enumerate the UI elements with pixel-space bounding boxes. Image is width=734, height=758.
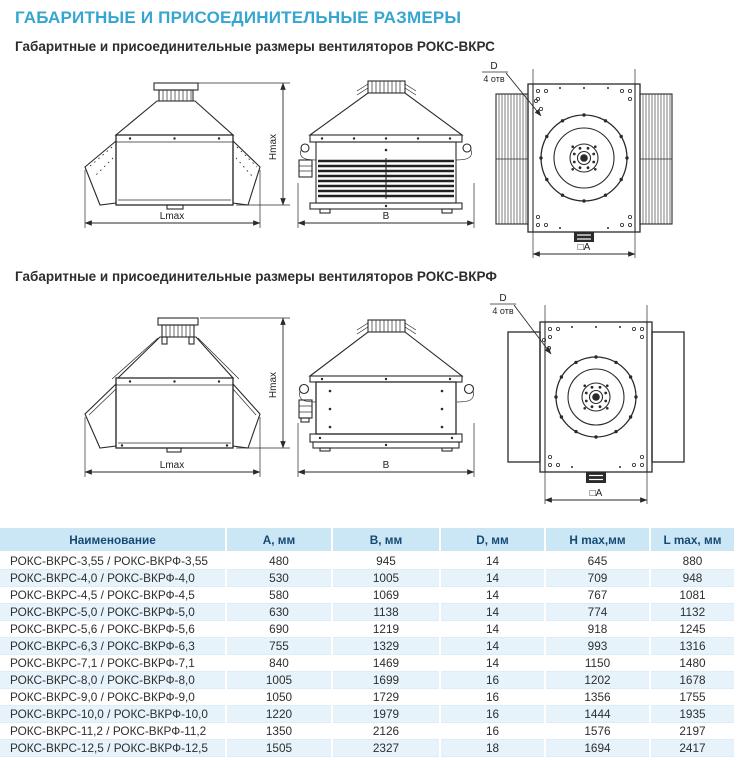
dimension-value-cell: 14 xyxy=(440,552,545,570)
vkrs-side-view-drawing xyxy=(85,83,290,228)
model-name-cell: РОКС-ВКРС-11,2 / РОКС-ВКРФ-11,2 xyxy=(10,724,207,739)
section-title-vkrf: Габаритные и присоединительные размеры вентиляторов РОКС-ВКРФ xyxy=(15,269,497,285)
dimension-value-cell: 918 xyxy=(545,621,650,638)
table-row xyxy=(0,689,734,706)
dimension-value-cell: 1505 xyxy=(226,740,332,757)
table-row xyxy=(0,655,734,672)
dimension-value-cell: 1069 xyxy=(332,587,440,604)
dimension-value-cell: 1202 xyxy=(545,672,650,689)
model-name-cell: РОКС-ВКРС-7,1 / РОКС-ВКРФ-7,1 xyxy=(10,656,195,671)
dimension-value-cell: 1979 xyxy=(332,706,440,723)
dimension-value-cell: 14 xyxy=(440,604,545,621)
dimension-value-cell: 1219 xyxy=(332,621,440,638)
page-title: ГАБАРИТНЫЕ И ПРИСОЕДИНИТЕЛЬНЫЕ РАЗМЕРЫ xyxy=(15,8,462,27)
dim-label-lmax: Lmax xyxy=(159,460,185,472)
model-name-cell: РОКС-ВКРС-5,0 / РОКС-ВКРФ-5,0 xyxy=(0,604,226,621)
dimension-value-cell: 1935 xyxy=(650,706,734,723)
dimension-value-cell: 1755 xyxy=(650,689,734,706)
dimension-value-cell: 1005 xyxy=(332,570,440,587)
dim-label-hmax: Hmax xyxy=(268,372,279,399)
dimension-value-cell: 14 xyxy=(440,638,545,655)
dim-label-d: D xyxy=(490,61,498,73)
dimension-value-cell: 774 xyxy=(545,604,650,621)
dimension-value-cell: 18 xyxy=(440,740,545,757)
table-row xyxy=(0,604,734,621)
dimension-value-cell: 1138 xyxy=(332,604,440,621)
dimension-value-cell: 1694 xyxy=(545,740,650,757)
table-row xyxy=(0,621,734,638)
dimension-value-cell: 1050 xyxy=(226,689,332,706)
col-header-lmax: L max, мм xyxy=(650,528,734,552)
dimension-value-cell: 16 xyxy=(440,672,545,689)
vkrs-top-view-drawing xyxy=(482,61,672,258)
dimension-value-cell: 840 xyxy=(226,655,332,672)
dim-label-hmax: Hmax xyxy=(268,134,279,161)
dimension-value-cell: 530 xyxy=(226,570,332,587)
dimension-value-cell: 993 xyxy=(545,638,650,655)
dimension-value-cell: 2327 xyxy=(332,740,440,757)
dimension-value-cell: 709 xyxy=(545,570,650,587)
dimension-value-cell: 16 xyxy=(440,706,545,723)
table-row xyxy=(0,740,734,757)
dimension-value-cell: 1480 xyxy=(650,655,734,672)
dim-label-b: B xyxy=(382,460,390,472)
col-header-name: Наименование xyxy=(0,528,226,552)
model-name-cell: РОКС-ВКРС-6,3 / РОКС-ВКРФ-6,3 xyxy=(0,638,226,655)
dimension-value-cell: 580 xyxy=(226,587,332,604)
dimension-value-cell: 2417 xyxy=(650,740,734,757)
table-row xyxy=(0,723,734,740)
dimension-value-cell: 1081 xyxy=(650,587,734,604)
model-name-cell: РОКС-ВКРС-4,0 / РОКС-ВКРФ-4,0 xyxy=(0,570,226,587)
table-header-row xyxy=(0,528,734,552)
vkrf-side-view-drawing xyxy=(85,318,290,477)
dimension-value-cell: 14 xyxy=(440,587,545,604)
holes-count-label: 4 отв xyxy=(492,306,514,317)
model-name-cell: РОКС-ВКРС-3,55 / РОКС-ВКРФ-3,55 xyxy=(10,554,208,569)
col-header-b: В, мм xyxy=(332,528,440,552)
section-title-vkrs: Габаритные и присоединительные размеры вентиляторов РОКС-ВКРС xyxy=(15,39,495,55)
dimension-value-cell: 1469 xyxy=(332,655,440,672)
dimension-value-cell: 1350 xyxy=(226,723,332,740)
dimension-value-cell: 948 xyxy=(650,570,734,587)
dim-label-b: B xyxy=(382,211,390,223)
dim-label-square-a: □A xyxy=(577,242,591,254)
dimension-value-cell: 2197 xyxy=(650,723,734,740)
model-name-cell: РОКС-ВКРС-5,6 / РОКС-ВКРФ-5,6 xyxy=(10,622,195,637)
dimension-value-cell: 16 xyxy=(440,689,545,706)
dim-label-lmax: Lmax xyxy=(159,211,185,223)
dimensions-table xyxy=(0,528,734,757)
dimension-value-cell: 14 xyxy=(440,621,545,638)
model-name-cell: РОКС-ВКРС-10,0 / РОКС-ВКРФ-10,0 xyxy=(0,706,226,723)
dim-label-square-a: □A xyxy=(589,488,603,500)
dimension-value-cell: 767 xyxy=(545,587,650,604)
vkrs-front-view-drawing xyxy=(298,81,474,228)
dimension-value-cell: 480 xyxy=(226,552,332,570)
dimension-value-cell: 630 xyxy=(226,604,332,621)
col-header-hmax: Н max,мм xyxy=(545,528,650,552)
model-name-cell: РОКС-ВКРС-9,0 / РОКС-ВКРФ-9,0 xyxy=(10,690,195,705)
vkrs-drawings xyxy=(0,57,734,262)
dimension-value-cell: 1316 xyxy=(650,638,734,655)
dimension-value-cell: 690 xyxy=(226,621,332,638)
dimension-value-cell: 1220 xyxy=(226,706,332,723)
model-name-cell: РОКС-ВКРС-4,5 / РОКС-ВКРФ-4,5 xyxy=(10,588,195,603)
dimension-value-cell: 1699 xyxy=(332,672,440,689)
dimension-value-cell: 1005 xyxy=(226,672,332,689)
dimension-value-cell: 645 xyxy=(545,552,650,570)
holes-count-label: 4 отв xyxy=(483,74,505,85)
dimension-value-cell: 1329 xyxy=(332,638,440,655)
table-row xyxy=(0,552,734,570)
dimension-value-cell: 16 xyxy=(440,723,545,740)
model-name-cell: РОКС-ВКРС-8,0 / РОКС-ВКРФ-8,0 xyxy=(0,672,226,689)
dimension-value-cell: 1356 xyxy=(545,689,650,706)
dimension-value-cell: 14 xyxy=(440,570,545,587)
vkrf-front-view-drawing xyxy=(298,320,474,477)
dimension-value-cell: 1444 xyxy=(545,706,650,723)
table-row xyxy=(0,570,734,587)
table-row xyxy=(0,587,734,604)
dimension-value-cell: 1132 xyxy=(650,604,734,621)
table-row xyxy=(0,638,734,655)
col-header-d: D, мм xyxy=(440,528,545,552)
model-name-cell: РОКС-ВКРС-12,5 / РОКС-ВКРФ-12,5 xyxy=(0,740,226,757)
vkrf-top-view-drawing xyxy=(490,293,684,504)
dimension-value-cell: 1150 xyxy=(545,655,650,672)
dim-label-d: D xyxy=(499,293,507,305)
table-body xyxy=(0,552,734,757)
col-header-a: А, мм xyxy=(226,528,332,552)
vkrf-drawings xyxy=(0,290,734,520)
dimension-value-cell: 1245 xyxy=(650,621,734,638)
dimension-value-cell: 880 xyxy=(650,552,734,570)
dimension-value-cell: 1729 xyxy=(332,689,440,706)
dimension-value-cell: 945 xyxy=(332,552,440,570)
table-row xyxy=(0,706,734,723)
dimension-value-cell: 14 xyxy=(440,655,545,672)
dimension-value-cell: 1678 xyxy=(650,672,734,689)
dimension-value-cell: 755 xyxy=(226,638,332,655)
dimension-value-cell: 1576 xyxy=(545,723,650,740)
table-row xyxy=(0,672,734,689)
dimension-value-cell: 2126 xyxy=(332,723,440,740)
